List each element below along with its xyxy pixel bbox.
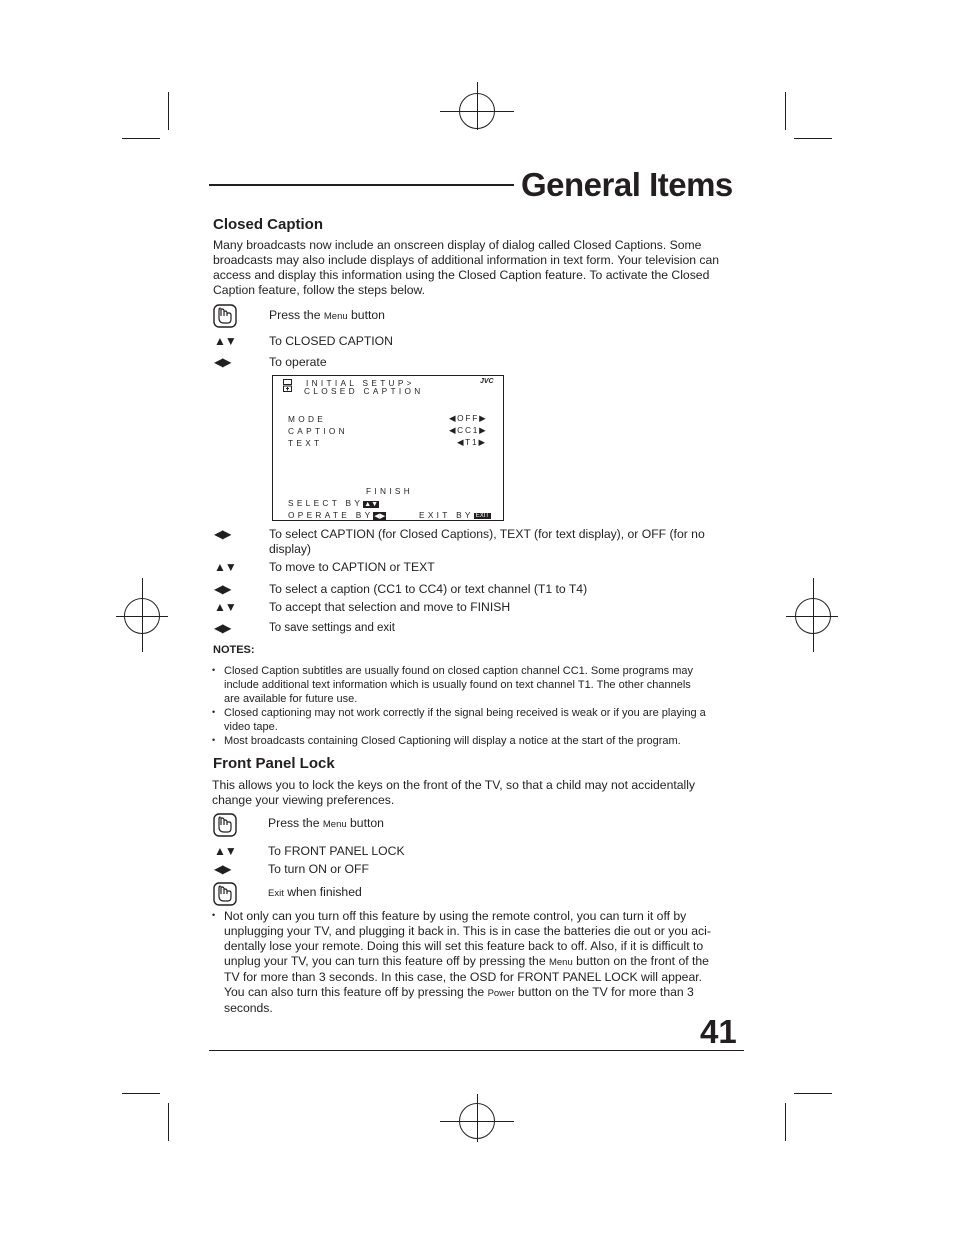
left-right-arrows-icon: ◀▶ <box>214 582 231 596</box>
left-right-arrows-icon: ◀▶ <box>214 527 231 541</box>
step-to-operate: To operate <box>269 355 327 369</box>
title-rule <box>209 184 514 186</box>
step-move-caption: To move to CAPTION or TEXT <box>269 560 435 574</box>
step-save-exit: To save settings and exit <box>269 622 395 634</box>
osd-row-value: ◀OFF▶ <box>449 413 488 423</box>
osd-screen <box>272 375 504 521</box>
osd-row-label: CAPTION <box>288 426 348 436</box>
crop-mark <box>168 1103 169 1141</box>
step-exit: Exit when finished <box>268 885 362 899</box>
hand-press-icon <box>213 304 237 328</box>
note-item: Closed Caption subtitles are usually found on closed caption channel CC1. Some programs may include additional text information which is usually found on text channel T1. The other channels are available for future use. <box>224 665 693 705</box>
up-down-arrows-icon: ▲▼ <box>214 600 236 614</box>
bullet: • <box>212 707 216 717</box>
closed-caption-intro: Many broadcasts now include an onscreen display of dialog called Closed Captions. Some broadcasts may also include displays of additional information in text form. Your television can access and display this information using the Closed Caption feature. To activate the Closed Caption feature, follow the steps below. <box>213 238 720 297</box>
step-press-menu: Press the Menu button <box>269 308 385 322</box>
osd-row-value: ◀T1▶ <box>457 437 487 447</box>
osd-row-label: MODE <box>288 414 327 424</box>
step-to-front-panel-lock: To FRONT PANEL LOCK <box>268 844 405 858</box>
page-title: General Items <box>521 166 733 203</box>
note-item: Most broadcasts containing Closed Captioning will display a notice at the start of the program. <box>224 735 681 747</box>
front-panel-lock-intro: This allows you to lock the keys on the front of the TV, so that a child may not accidentally change your viewing preferences. <box>212 778 696 807</box>
step-accept: To accept that selection and move to FINISH <box>269 600 511 614</box>
up-down-arrows-icon: ▲▼ <box>214 334 236 348</box>
left-right-arrows-icon: ◀▶ <box>374 513 386 520</box>
left-right-arrows-icon: ◀▶ <box>214 862 231 876</box>
closed-caption-heading: Closed Caption <box>213 216 324 233</box>
osd-operate-hint: OPERATE BY◀▶ <box>288 510 386 520</box>
bullet: • <box>212 665 216 675</box>
osd-row-label: TEXT <box>288 438 323 448</box>
exit-key-icon: EXIT <box>475 513 490 519</box>
crop-mark <box>785 92 786 130</box>
crop-mark <box>122 138 160 139</box>
step-select-channel: To select a caption (CC1 to CC4) or text channel (T1 to T4) <box>269 582 588 596</box>
notes-heading: NOTES: <box>213 644 255 656</box>
crop-mark <box>122 1093 160 1094</box>
bottom-rule <box>209 1050 744 1051</box>
left-right-arrows-icon: ◀▶ <box>214 621 231 635</box>
up-down-arrows-icon: ▲▼ <box>214 844 236 858</box>
osd-exit-hint: EXIT BY EXIT <box>419 510 490 520</box>
osd-title: CLOSED CAPTION <box>304 386 424 396</box>
note-item: Closed captioning may not work correctly if the signal being received is weak or if you are playing a video tape. <box>224 707 706 733</box>
osd-select-hint: SELECT BY▲▼ <box>288 498 379 508</box>
left-right-arrows-icon: ◀▶ <box>214 355 231 369</box>
step-turn-on-off: To turn ON or OFF <box>268 862 369 876</box>
hand-press-icon <box>213 882 237 906</box>
osd-breadcrumb: INITIAL SETUP> <box>306 378 415 388</box>
step-press-menu: Press the Menu button <box>268 816 384 830</box>
step-select-mode: To select CAPTION (for Closed Captions), TEXT (for text display), or OFF (for no <box>269 527 705 541</box>
step-to-closed-caption: To CLOSED CAPTION <box>269 334 393 348</box>
step-select-mode-cont: display) <box>269 542 311 556</box>
front-panel-lock-heading: Front Panel Lock <box>213 755 335 772</box>
front-panel-lock-note: Not only can you turn off this feature by using the remote control, you can turn it off by unplugging your TV, and plugging it back in. This is in case the batteries die out or you aci- dentally lose your remote. Doing this will set this feature back to off. Also, if it is difficult to unplug your TV, you can turn this feature off by pressing the Menu button on the front of the TV for more than 3 seconds. In this case, the OSD for FRONT PANEL LOCK will appear. You can also turn this feature off by pressing the Power button on the TV for more than 3 seconds. <box>224 909 711 1015</box>
up-down-arrows-icon: ▲▼ <box>364 501 379 508</box>
crop-mark <box>794 1093 832 1094</box>
jvc-logo: JVC <box>480 378 494 385</box>
hand-press-icon <box>213 813 237 837</box>
up-down-arrows-icon: ▲▼ <box>214 560 236 574</box>
page-number: 41 <box>700 1013 737 1050</box>
tv-setup-icon <box>283 379 292 392</box>
bullet: • <box>212 910 216 920</box>
osd-finish: FINISH <box>366 486 413 496</box>
crop-mark <box>785 1103 786 1141</box>
osd-row-value: ◀CC1▶ <box>449 425 488 435</box>
bullet: • <box>212 735 216 745</box>
crop-mark <box>168 92 169 130</box>
crop-mark <box>794 138 832 139</box>
